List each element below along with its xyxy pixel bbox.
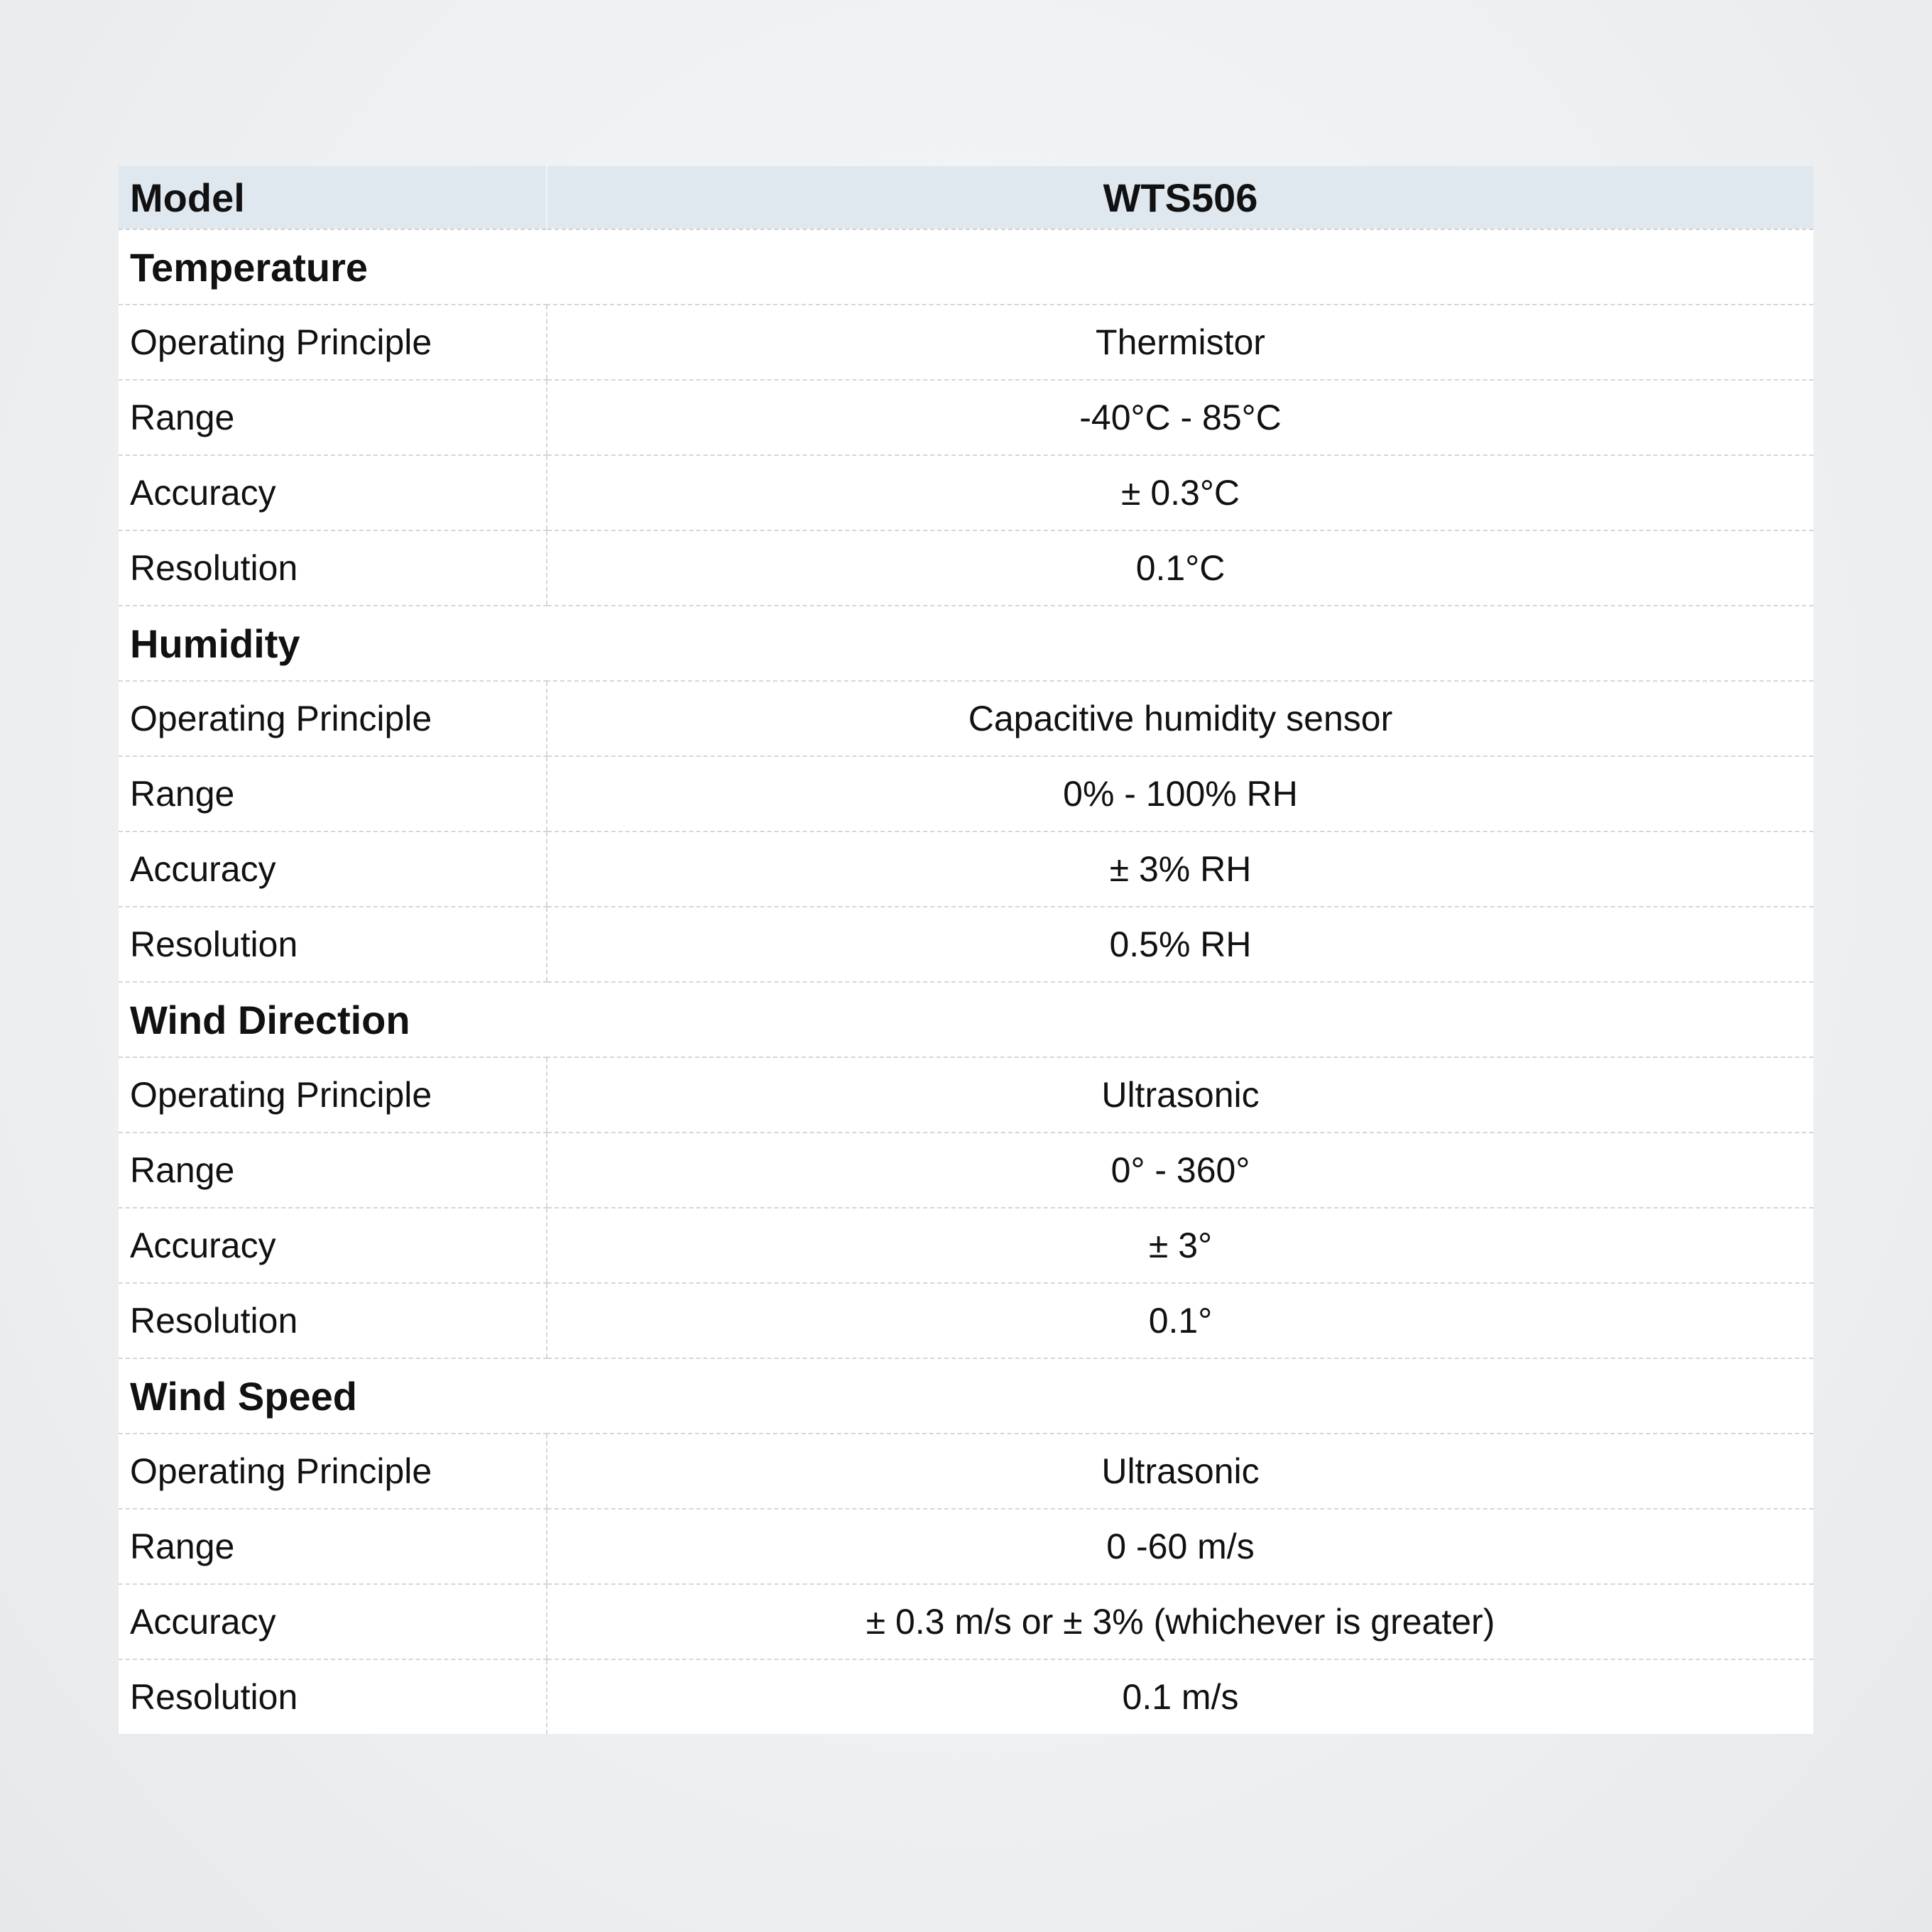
table-row: [119, 1434, 1813, 1509]
table-row: [119, 1659, 1813, 1734]
model-label: Model: [119, 166, 547, 229]
section-row: [119, 229, 1813, 305]
spec-label: Range: [119, 1509, 547, 1584]
spec-value: Ultrasonic: [547, 1434, 1813, 1509]
table-row: [119, 1208, 1813, 1283]
section-title: Temperature: [119, 229, 1813, 305]
table-row: [119, 530, 1813, 606]
spec-value: ± 0.3°C: [547, 455, 1813, 530]
table-row: [119, 681, 1813, 756]
spec-label: Operating Principle: [119, 305, 547, 380]
spec-value: ± 3°: [547, 1208, 1813, 1283]
section-title: Wind Direction: [119, 982, 1813, 1057]
spec-label: Resolution: [119, 907, 547, 982]
spec-value: -40°C - 85°C: [547, 380, 1813, 455]
spec-label: Accuracy: [119, 1208, 547, 1283]
table-row: [119, 1283, 1813, 1358]
spec-value: Ultrasonic: [547, 1057, 1813, 1133]
spec-value: 0.1°C: [547, 530, 1813, 606]
table-row: [119, 305, 1813, 380]
spec-label: Resolution: [119, 530, 547, 606]
table-row: [119, 1584, 1813, 1659]
spec-label: Operating Principle: [119, 1057, 547, 1133]
table-row: [119, 907, 1813, 982]
spec-label: Accuracy: [119, 455, 547, 530]
table-row: [119, 1509, 1813, 1584]
spec-value: ± 3% RH: [547, 831, 1813, 907]
spec-label: Resolution: [130, 1677, 298, 1717]
spec-value: ± 0.3 m/s or ± 3% (whichever is greater): [547, 1584, 1813, 1659]
spec-value: 0.5% RH: [547, 907, 1813, 982]
table-row: [119, 756, 1813, 831]
spec-value: 0° - 360°: [547, 1133, 1813, 1208]
table-row: [119, 831, 1813, 907]
spec-label: Range: [119, 1133, 547, 1208]
spec-label: Operating Principle: [119, 1434, 547, 1509]
section-row: [119, 1358, 1813, 1434]
table-row: [119, 455, 1813, 530]
section-title: Wind Speed: [119, 1358, 1813, 1434]
spec-label: Accuracy: [119, 1584, 547, 1659]
section-row: [119, 606, 1813, 681]
table-row: [119, 1133, 1813, 1208]
spec-value: 0% - 100% RH: [547, 756, 1813, 831]
table-header-row: [119, 166, 1813, 229]
spec-value: 0.1 m/s: [547, 1659, 1813, 1734]
section-title: Humidity: [119, 606, 1813, 681]
spec-table: [119, 166, 1813, 1734]
spec-label: Accuracy: [119, 831, 547, 907]
spec-value: Capacitive humidity sensor: [547, 681, 1813, 756]
spec-label: Operating Principle: [119, 681, 547, 756]
spec-label: Resolution: [119, 1283, 547, 1358]
spec-value: Thermistor: [547, 305, 1813, 380]
spec-label: Range: [119, 756, 547, 831]
table-row: [119, 1057, 1813, 1133]
model-value: WTS506: [547, 166, 1813, 229]
table-row: [119, 380, 1813, 455]
spec-value: 0.1°: [547, 1283, 1813, 1358]
section-row: [119, 982, 1813, 1057]
spec-value: 0 -60 m/s: [547, 1509, 1813, 1584]
spec-label: Range: [119, 380, 547, 455]
